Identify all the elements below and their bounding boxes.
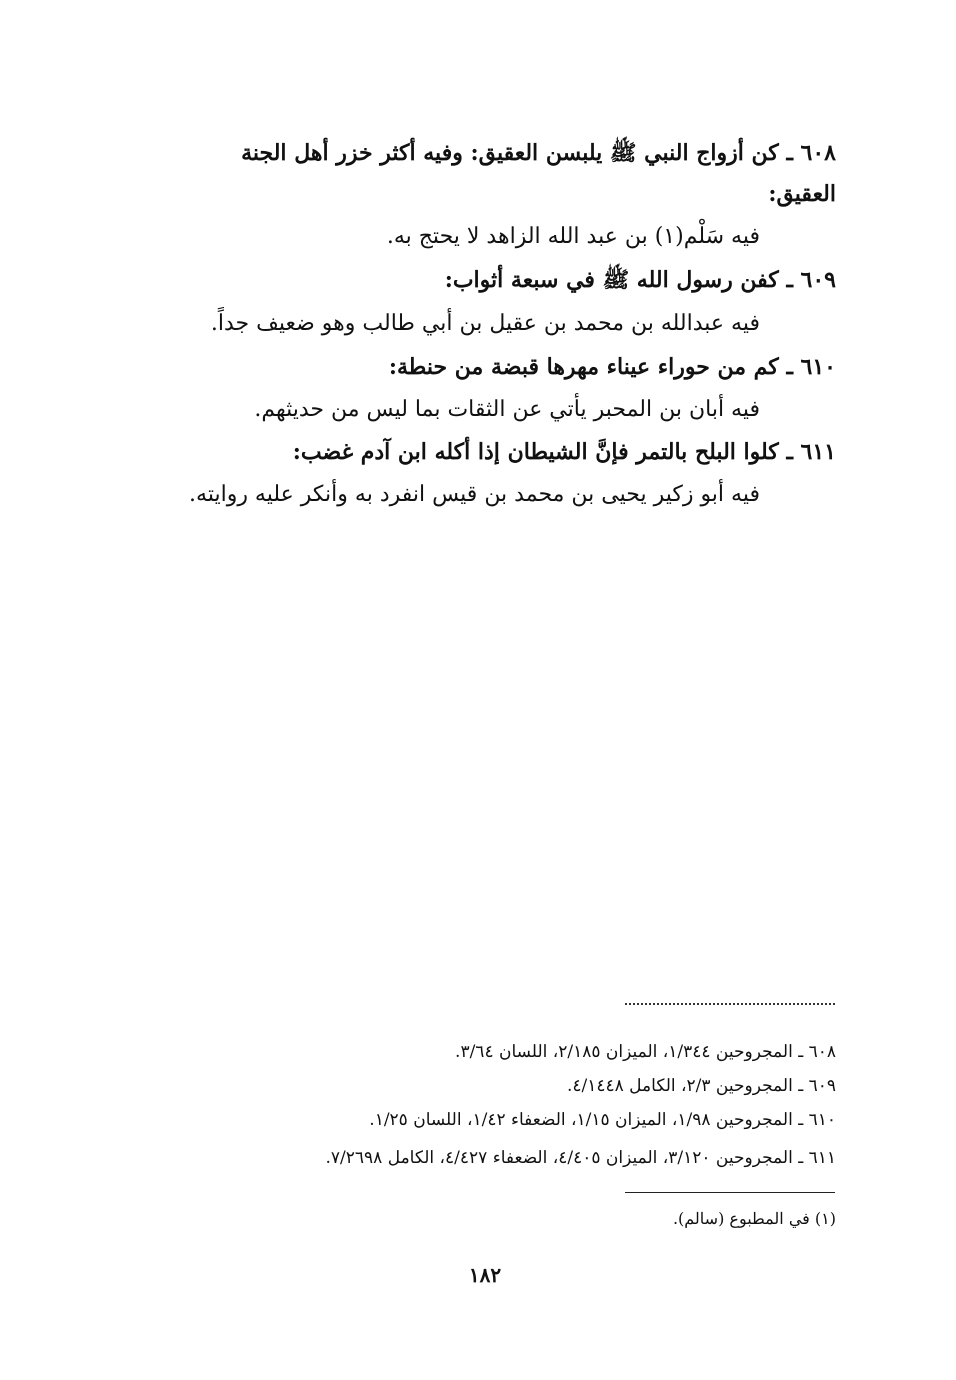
entry-608-heading-line1: ٦٠٨ ـ كن أزواج النبي ﷺ يلبسن العقيق: وفيه أكثر خزر أهل الجنة bbox=[241, 140, 836, 166]
sources-separator bbox=[625, 1003, 835, 1005]
entry-608-comment: فيه سَلْم(١) بن عبد الله الزاهد لا يحتج به. bbox=[386, 224, 760, 249]
entry-611-comment: فيه أبو زكير يحيى بن محمد بن قيس انفرد به وأنكر عليه روايته. bbox=[189, 482, 760, 507]
page-number: ١٨٢ bbox=[468, 1263, 502, 1287]
footnote: (١) في المطبوع (سالم). bbox=[672, 1209, 836, 1228]
source-611: ٦١١ ـ المجروحين ٣/١٢٠، الميزان ٤/٤٠٥، الضعفاء ٤/٤٢٧، الكامل ٧/٢٦٩٨. bbox=[325, 1148, 836, 1168]
entry-608-heading-line2: العقيق: bbox=[768, 181, 836, 207]
source-609: ٦٠٩ ـ المجروحين ٢/٣، الكامل ٤/١٤٤٨. bbox=[566, 1076, 836, 1096]
entry-609-comment: فيه عبدالله بن محمد بن عقيل بن أبي طالب وهو ضعيف جداً. bbox=[210, 311, 760, 336]
entry-610-comment: فيه أبان بن المحبر يأتي عن الثقات بما ليس من حديثهم. bbox=[254, 397, 760, 422]
entry-609-heading: ٦٠٩ ـ كفن رسول الله ﷺ في سبعة أثواب: bbox=[444, 267, 836, 293]
source-608: ٦٠٨ ـ المجروحين ١/٣٤٤، الميزان ٢/١٨٥، اللسان ٣/٦٤. bbox=[455, 1042, 836, 1062]
entry-611-heading: ٦١١ ـ كلوا البلح بالتمر فإنَّ الشيطان إذا أكله ابن آدم غضب: bbox=[292, 439, 836, 465]
footnote-rule bbox=[625, 1192, 835, 1193]
source-610: ٦١٠ ـ المجروحين ١/٩٨، الميزان ١/١٥، الضعفاء ١/٤٢، اللسان ١/٢٥. bbox=[369, 1110, 836, 1130]
entry-610-heading: ٦١٠ ـ كم من حوراء عيناء مهرها قبضة من حنطة: bbox=[388, 354, 836, 380]
